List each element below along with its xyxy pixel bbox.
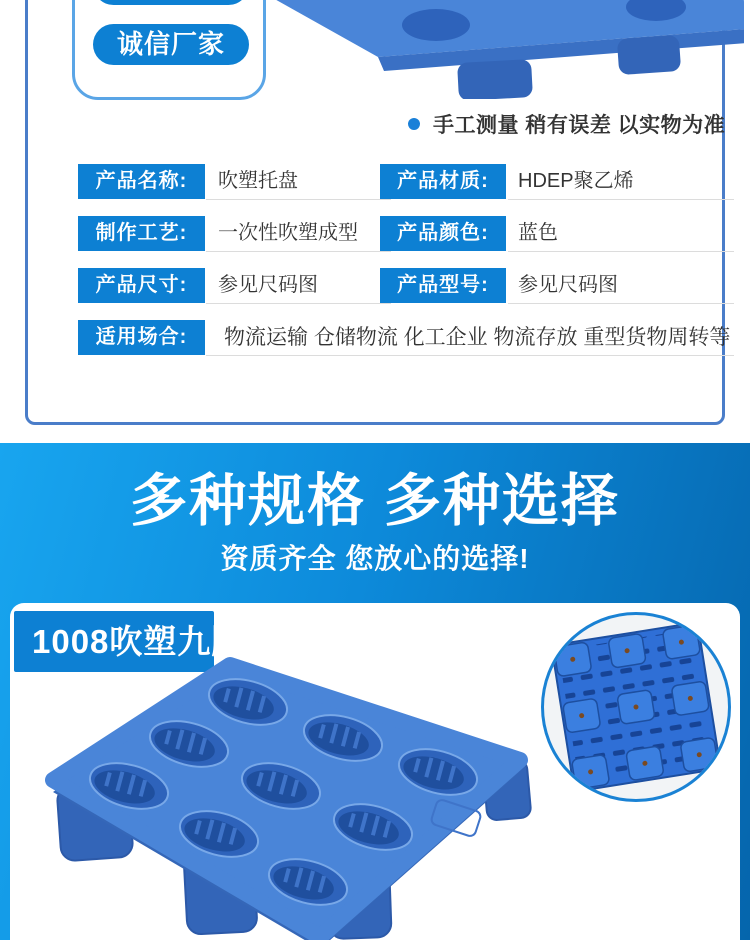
spec-label: 产品颜色: (380, 216, 506, 251)
spec-label: 产品名称: (78, 164, 205, 199)
spec-value: 物流运输 仓储物流 化工企业 物流存放 重型货物周转等 (206, 320, 734, 356)
spec-label: 产品型号: (380, 268, 506, 303)
spec-value: 一次性吹塑成型 (206, 216, 391, 252)
spec-value: 蓝色 (508, 216, 734, 252)
spec-value: HDEP聚乙烯 (508, 164, 734, 200)
spec-label: 产品尺寸: (78, 268, 205, 303)
spec-label: 制作工艺: (78, 216, 205, 251)
spec-label: 产品材质: (380, 164, 506, 199)
spec-value: 参见尺码图 (206, 268, 391, 304)
pallet-bottom-view-photo (541, 612, 731, 802)
bullet-dot-icon (408, 118, 420, 130)
quality-badge (93, 0, 249, 5)
product-card (10, 603, 740, 940)
model-label-chip: 1008吹塑九脚 (14, 611, 214, 672)
measurement-note-text: 手工测量 稍有误差 以实物为准 (433, 114, 726, 137)
promo-banner (0, 443, 750, 940)
spec-value: 吹塑托盘 (206, 164, 391, 200)
spec-panel (25, 0, 731, 425)
pallet-main-photo (35, 655, 565, 940)
banner-subtitle: 资质齐全 您放心的选择! (220, 543, 530, 574)
spec-table (78, 164, 734, 360)
spec-value: 参见尺码图 (508, 268, 734, 304)
banner-title: 多种规格 多种选择 (130, 469, 620, 533)
spec-label: 适用场合: (78, 320, 205, 355)
stacked-pallets-photo (266, 0, 744, 99)
measurement-note (408, 109, 725, 139)
integrity-badge: 诚信厂家 (93, 24, 249, 65)
